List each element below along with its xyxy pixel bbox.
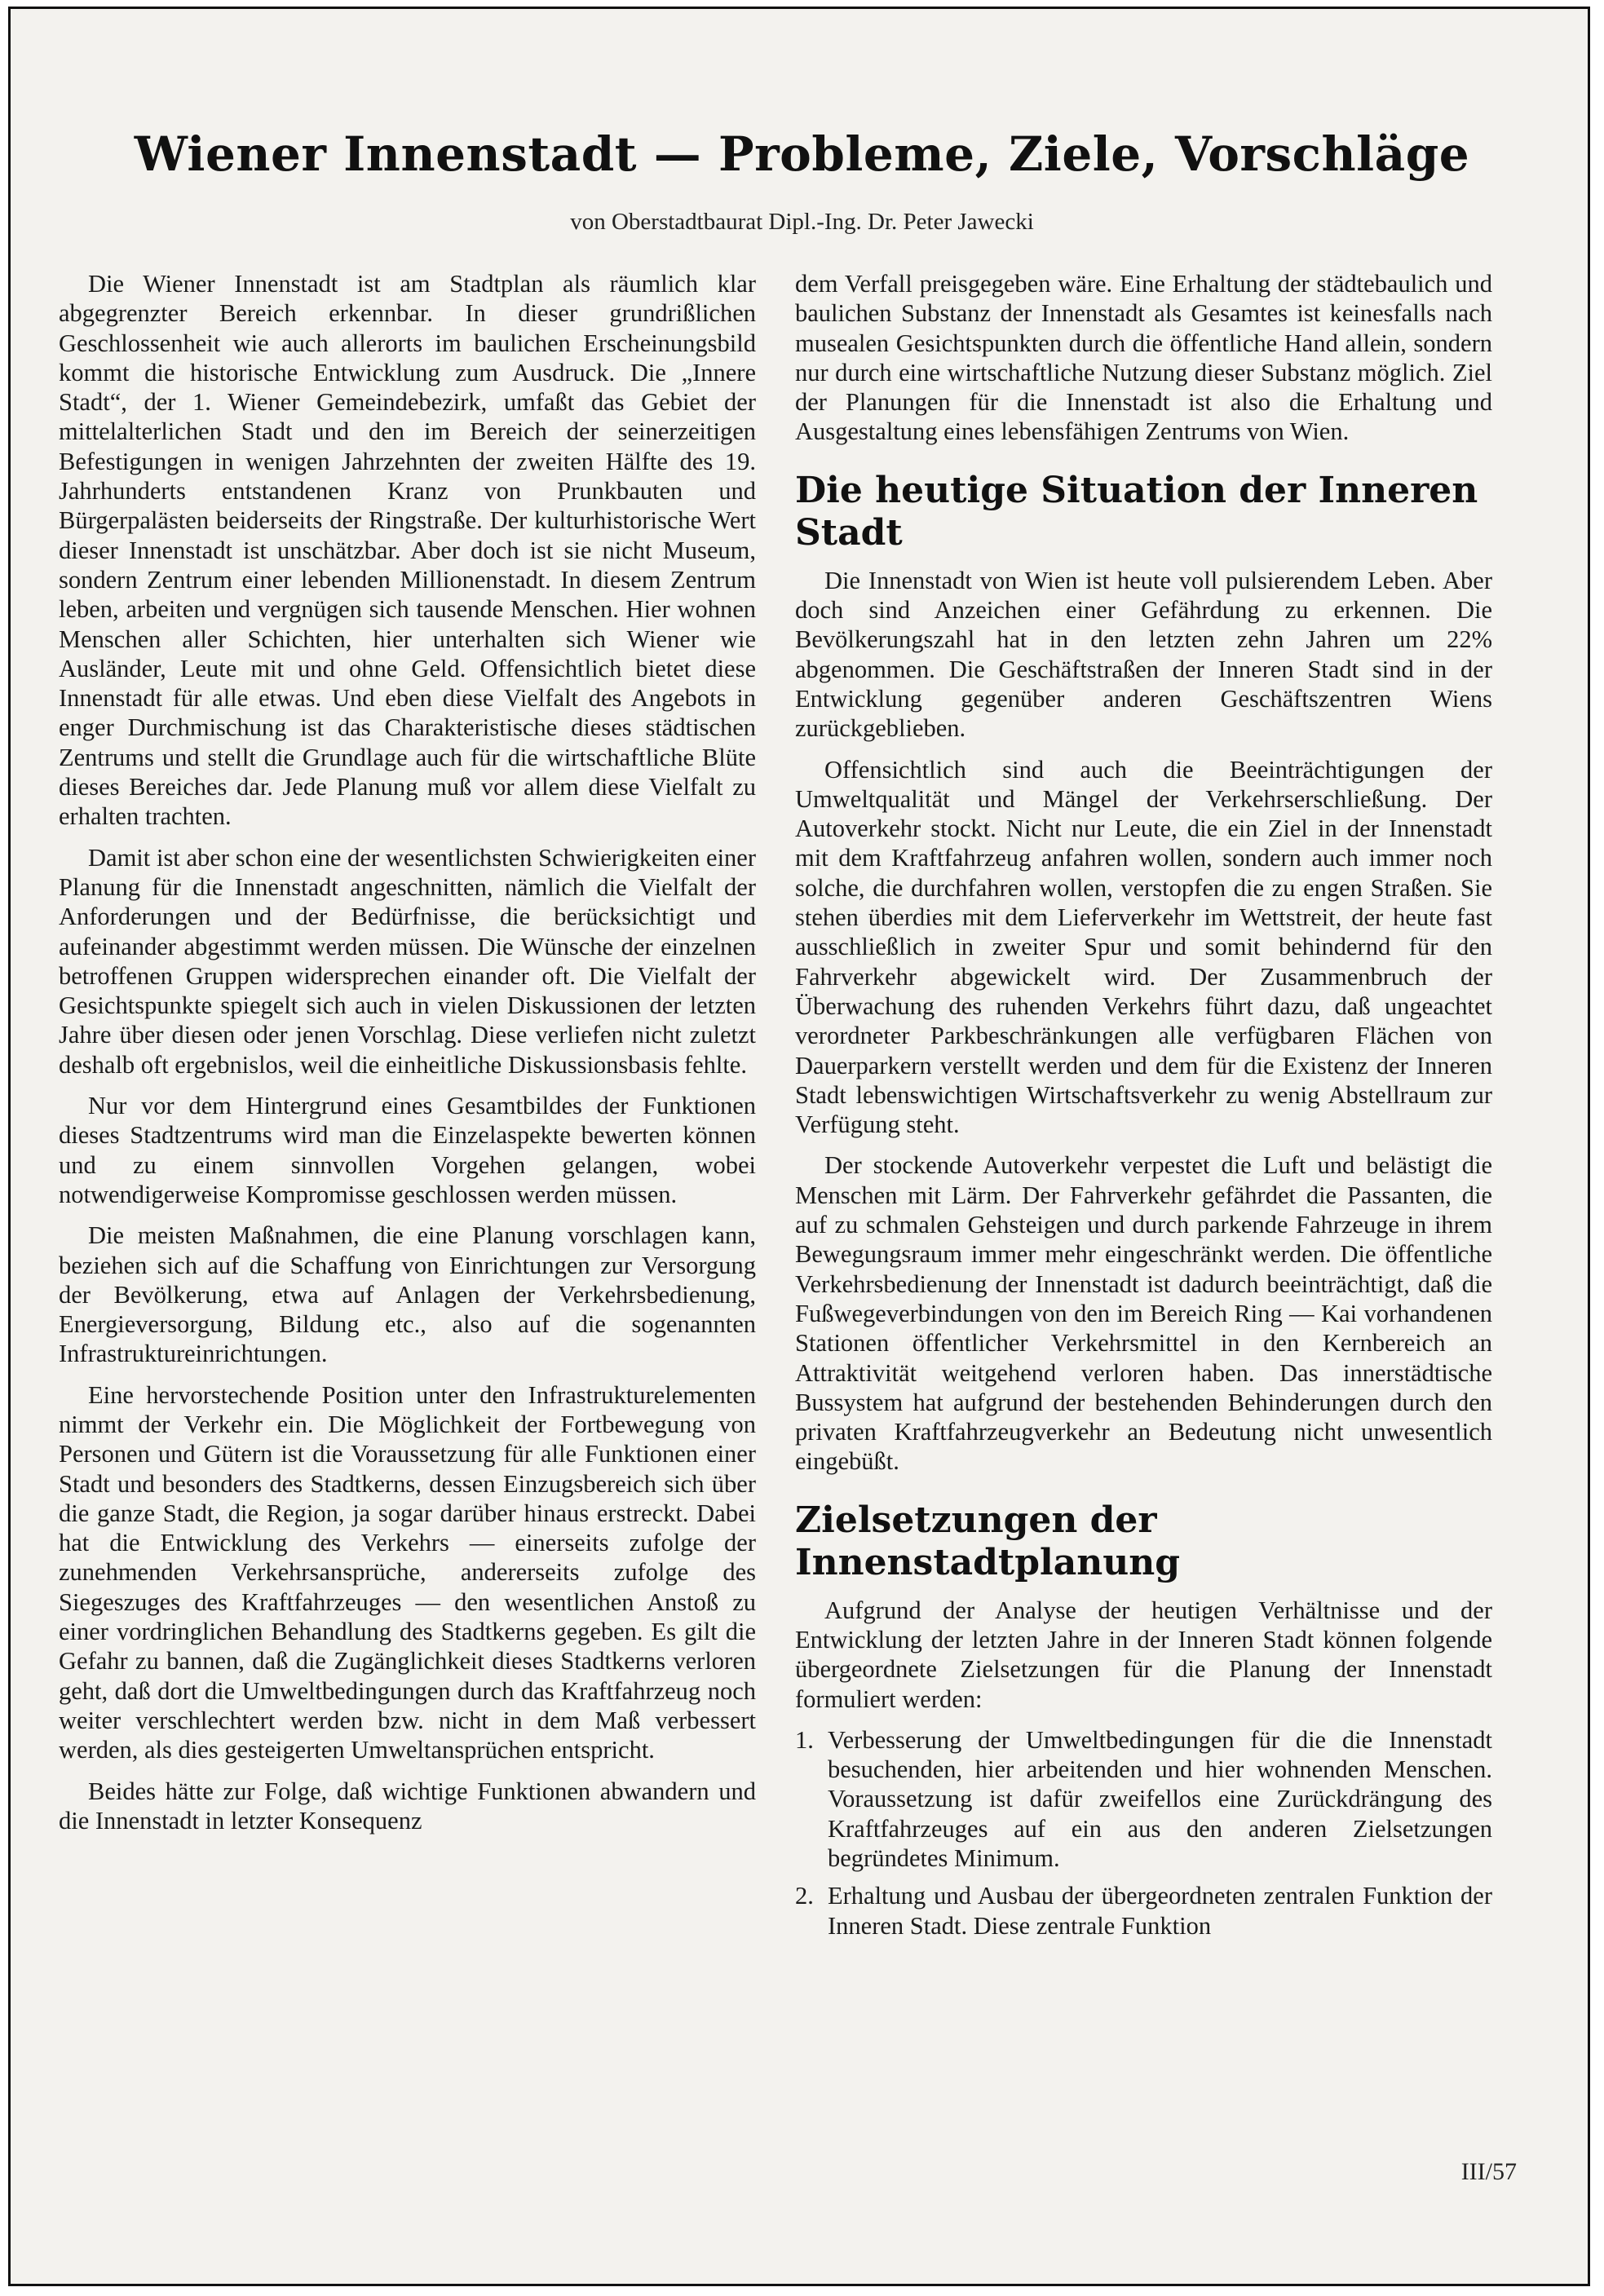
paragraph: Die Wiener Innenstadt ist am Stadtplan als räumlich klar abgegrenzter Bereich erkennbar. In dieser grundrißlichen Geschlossenheit wie auch allerorts im baulichen Erscheinungsbild kommt die historische Entwicklung zum Ausdruck. Die „Innere Stadt“, der 1. Wiener Gemeindebezirk, umfaßt das Gebiet der mittelalterlichen Stadt und den im Bereich der seinerzeitigen Befestigungen in wenigen Jahrzehnten der zweiten Hälfte des 19. Jahrhunderts entstandenen Kranz von Prunkbauten und Bürgerpalästen beiderseits der Ringstraße. Der kulturhistorische Wert dieser Innenstadt ist unschätzbar. Aber doch ist sie nicht Museum, sondern Zentrum einer lebenden Millionenstadt. In diesem Zentrum leben, arbeiten und vergnügen sich tausende Menschen. Hier wohnen Menschen aller Schichten, hier unterhalten sich Wiener wie Ausländer, Leute mit und ohne Geld. Offensichtlich bietet diese Innenstadt für alle etwas. Und eben diese Vielfalt des Angebots in enger Durchmischung ist das Charakteristische dieses städtischen Zentrums und stellt die Grundlage auch für die wirtschaftliche Blüte dieses Bereiches dar. Jede Planung muß vor allem diese Vielfalt zu erhalten trachten. — [59, 270, 756, 831]
goals-list — [795, 1725, 1492, 1941]
paragraph: Die meisten Maßnahmen, die eine Planung vorschlagen kann, beziehen sich auf die Schaffung von Einrichtungen zur Versorgung der Bevölkerung, etwa auf Anlagen der Verkehrsbedienung, Energieversorgung, Bildung etc., also auf die sogenannten Infrastruktureinrichtungen. — [59, 1221, 756, 1368]
paragraph: Offensichtlich sind auch die Beeinträchtigungen der Umweltqualität und Mängel der Verkehrserschließung. Der Autoverkehr stockt. Nicht nur Leute, die ein Ziel in der Innenstadt mit dem Kraftfahrzeug anfahren wollen, sondern auch immer noch solche, die durchfahren wollen, verstopfen die zu engen Straßen. Sie stehen überdies mit dem Lieferverkehr im Wettstreit, der heute fast ausschließlich in zweiter Spur und somit behindernd für den Fahrverkehr abgewickelt wird. Der Zusammenbruch der Überwachung des ruhenden Verkehrs führt dazu, daß ungeachtet verordneter Parkbeschränkungen alle verfügbaren Flächen von Dauerparkern verstellt werden und dem für die Existenz der Inneren Stadt lebenswichtigen Wirtschaftsverkehr zu wenig Abstellraum zur Verfügung steht. — [795, 755, 1492, 1139]
paragraph: Der stockende Autoverkehr verpestet die Luft und belästigt die Menschen mit Lärm. Der Fahrverkehr gefährdet die Passanten, die auf zu schmalen Gehsteigen und durch parkende Fahrzeuge in ihrem Bewegungsraum immer mehr eingeschränkt werden. Die öffentliche Verkehrsbedienung der Innenstadt ist dadurch beeinträchtigt, daß die Fußwegeverbindungen von den im Bereich Ring — Kai vorhandenen Stationen öffentlicher Verkehrsmittel in den Kernbereich an Attraktivität weitgehend verloren haben. Das innerstädtische Bussystem hat aufgrund der bestehenden Behinderungen durch den privaten Kraftfahrzeugverkehr an Bedeutung nicht unwesentlich eingebüßt. — [795, 1151, 1492, 1476]
paragraph-continuation: dem Verfall preisgegeben wäre. Eine Erhaltung der städtebaulich und baulichen Substanz der Innenstadt als Gesamtes ist keinesfalls nach musealen Gesichtspunkten durch die öffentliche Hand allein, sondern nur durch eine wirtschaftliche Nutzung dieser Substanz möglich. Ziel der Planungen für die Innenstadt ist also die Erhaltung und Ausgestaltung eines lebensfähigen Zentrums von Wien. — [795, 270, 1492, 446]
list-item — [795, 1881, 1492, 1941]
page-number: III/57 — [1460, 2158, 1517, 2185]
section-heading-goals: Zielsetzungen der Innenstadtplanung — [795, 1499, 1180, 1583]
author-byline: von Oberstadtbaurat Dipl.-Ing. Dr. Peter Jawecki — [570, 209, 1034, 235]
list-item-text: Erhaltung und Ausbau der übergeordneten zentralen Funktion der Inneren Stadt. Diese zentrale Funktion — [828, 1882, 1492, 1940]
paragraph: Die Innenstadt von Wien ist heute voll pulsierendem Leben. Aber doch sind Anzeichen einer Gefährdung zu erkennen. Die Bevölkerungszahl hat in den letzten zehn Jahren um 22% abgenommen. Die Geschäftstraßen der Inneren Stadt sind in der Entwicklung gegenüber anderen Geschäftszentren Wiens zurückgeblieben. — [795, 566, 1492, 743]
list-number: 2. — [795, 1882, 814, 1910]
paragraph: Beides hätte zur Folge, daß wichtige Funktionen abwandern und die Innenstadt in letzter Konsequenz — [59, 1777, 756, 1835]
paragraph: Aufgrund der Analyse der heutigen Verhältnisse und der Entwicklung der letzten Jahre in der Inneren Stadt können folgende übergeordnete Zielsetzungen für die Planung der Innenstadt formuliert werden: — [795, 1596, 1492, 1713]
section-heading-situation: Die heutige Situation der Inneren Stadt — [795, 469, 1478, 554]
article-title: Wiener Innenstadt — Probleme, Ziele, Vorschläge — [134, 126, 1470, 182]
paragraph: Eine hervorstechende Position unter den Infrastrukturelementen nimmt der Verkehr ein. Die Möglichkeit der Fortbewegung von Personen und Gütern ist die Voraussetzung für alle Funktionen einer Stadt und besonders des Stadtkerns, dessen Einzugsbereich sich über die ganze Stadt, die Region, ja sogar darüber hinaus erstreckt. Dabei hat die Entwicklung des Verkehrs — einerseits zufolge der zunehmenden Verkehrsansprüche, andererseits zufolge des Siegeszuges des Kraftfahrzeuges — den wesentlichen Anstoß zu einer vordringlichen Behandlung des Stadtkerns gegeben. Es gilt die Gefahr zu bannen, daß die Zugänglichkeit dieses Stadtkerns verloren geht, daß dort die Umweltbedingungen durch das Kraftfahrzeug noch weiter verschlechtert werden bzw. nicht in dem Maß verbessert werden, als dies gesteigerten Umweltansprüchen entspricht. — [59, 1380, 756, 1764]
paragraph: Damit ist aber schon eine der wesentlichsten Schwierigkeiten einer Planung für die Innenstadt angeschnitten, nämlich die Vielfalt der Anforderungen und der Bedürfnisse, die berücksichtigt und aufeinander abgestimmt werden müssen. Die Wünsche der einzelnen betroffenen Gruppen widersprechen einander oft. Die Vielfalt der Gesichtspunkte spiegelt sich auch in vielen Diskussionen der letzten Jahre über diesen oder jenen Vorschlag. Diese verliefen nicht zuletzt deshalb oft ergebnislos, weil die einheitliche Diskussionsbasis fehlte. — [59, 843, 756, 1079]
paragraph: Nur vor dem Hintergrund eines Gesamtbildes der Funktionen dieses Stadtzentrums wird man die Einzelaspekte bewerten können und zu einem sinnvollen Vorgehen gelangen, wobei notwendigerweise Kompromisse geschlossen werden müssen. — [59, 1092, 756, 1208]
list-number: 1. — [795, 1725, 814, 1754]
left-column — [59, 269, 756, 1847]
list-item-text: Verbesserung der Umweltbedingungen für die die Innenstadt besuchenden, hier arbeitenden und hier wohnenden Menschen. Voraussetzung ist dafür zweifellos eine Zurückdrängung des Kraftfahrzeuges auf ein aus den anderen Zielsetzungen begründetes Minimum. — [828, 1725, 1492, 1873]
right-column — [795, 269, 1492, 1949]
list-item — [795, 1725, 1492, 1873]
